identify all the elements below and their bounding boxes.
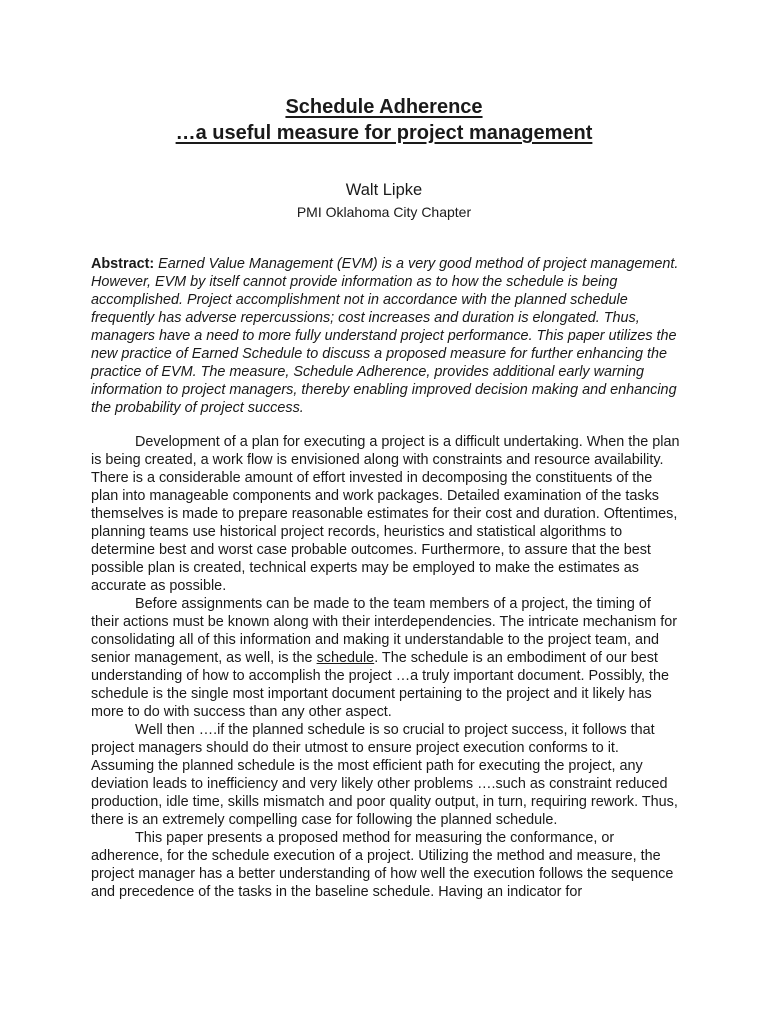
abstract-text: Earned Value Management (EVM) is a very good method of project management. However, EVM by itself cannot provide information as to how the schedule is being accomplished. Project accomplishment not in accordance with the planned schedule frequently has adverse repercussions; cost increases and duration is elongated. Thus, managers have a need to more fully understand project performance. This paper utilizes the new practice of Earned Schedule to discuss a proposed measure for further enhancing the practice of EVM. The measure, Schedule Adherence, provides additional early warning information to project managers, thereby enabling improved decision making and enhancing the probability of project success. [91,256,679,416]
schedule-underlined-term: schedule [316,650,375,666]
paragraph-2 [91,595,681,721]
paragraph-2-part-2: . The schedule is an embodiment of our best understanding of how to accomplish the project …a truly important document. Possibly, the schedule is the single most important document pertaining to the project and it likely has more to do with success than any other aspect. [91,650,670,720]
author-affiliation: PMI Oklahoma City Chapter [296,204,472,220]
paragraph-3: Well then ….if the planned schedule is so crucial to project success, it follows that project managers should do their utmost to ensure project execution conforms to it. Assuming the planned schedule is the most efficient path for executing the project, any deviation leads to inefficiency and very likely other problems ….such as constraint reduced production, idle time, skills mismatch and poor quality output, in turn, requiring rework. Thus, there is an extremely compelling case for following the planned schedule. [91,722,678,828]
paragraph-1: Development of a plan for executing a project is a difficult undertaking. When the plan is being created, a work flow is envisioned along with constraints and resource availability. There is a considerable amount of effort invested in decomposing the constituents of the plan into manageable components and work packages. Detailed examination of the tasks themselves is made to prepare reasonable estimates for their cost and duration. Oftentimes, planning teams use historical project records, heuristics and statistical algorithms to determine best and worst case probable outcomes. Furthermore, to assure that the best possible plan is created, technical experts may be employed to make the estimates as accurate as possible. [91,434,680,594]
body-text [91,433,681,901]
paragraph-2-part-1: Before assignments can be made to the team members of a project, the timing of their actions must be known along with their interdependencies. The intricate mechanism for consolidating all of this information and making it understandable to the project team, and senior management, as well, is the [91,596,678,666]
abstract [91,255,681,417]
abstract-label: Abstract: [91,256,155,272]
author-name: Walt Lipke [345,181,423,199]
title-line-1: Schedule Adherence [285,96,483,118]
paragraph-4: This paper presents a proposed method for measuring the conformance, or adherence, for the schedule execution of a project. Utilizing the method and measure, the project manager has a better understanding of how well the execution follows the sequence and precedence of the tasks in the baseline schedule. Having an indicator for [91,830,674,900]
title-line-2: …a useful measure for project management [175,122,593,144]
